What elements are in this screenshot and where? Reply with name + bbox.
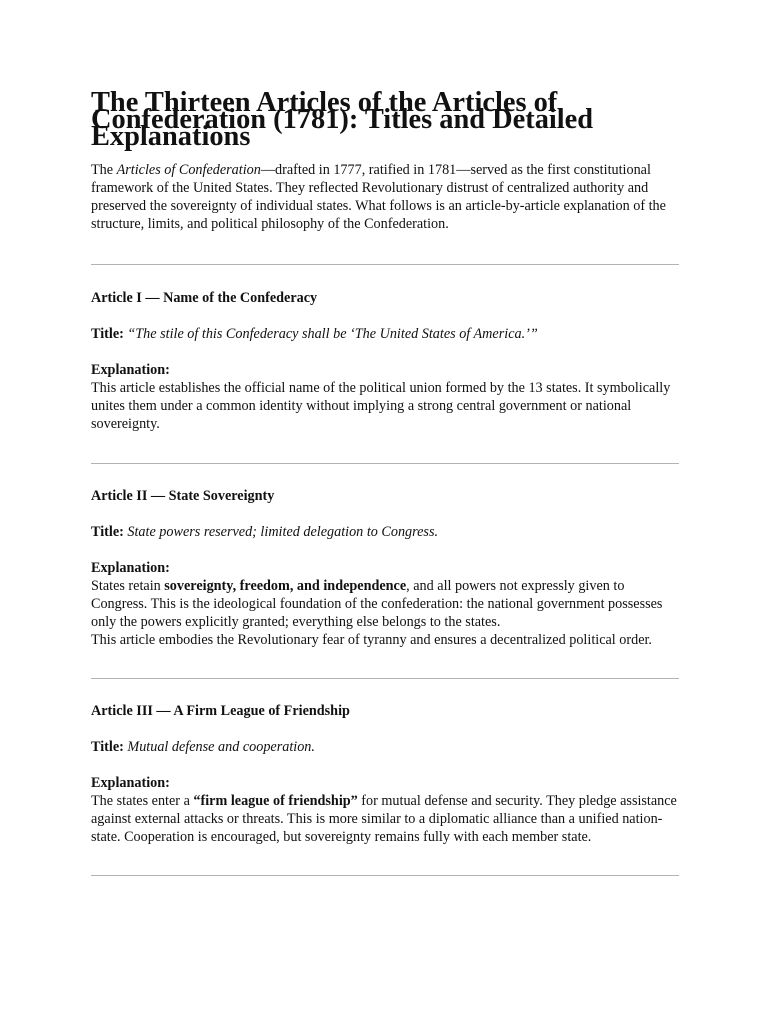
article-3-explanation-end: for mutual defense and security. They pledge assistance against external attacks or threats. This is more similar to a diplomatic alliance than a unified nation-state. Cooperation is encouraged, but sovereignty remains fully with each member state. <box>91 793 677 845</box>
article-2-explanation <box>91 577 679 631</box>
document-page <box>91 87 679 876</box>
article-3-explanation-start: The states enter a <box>91 793 194 809</box>
intro-prefix: The <box>91 162 117 178</box>
section-divider <box>91 875 679 876</box>
article-3-explanation <box>91 792 679 846</box>
article-2-heading: Article II — State Sovereignty <box>91 488 275 504</box>
article-3-explanation-label: Explanation: <box>91 775 170 791</box>
article-3-explanation-emphasis: “firm league of friendship” <box>193 793 358 809</box>
article-1-title-text: “The stile of this Confederacy shall be ‘The United States of America.’” <box>127 326 538 342</box>
article-2-title-line <box>91 523 679 541</box>
section-divider <box>91 678 679 679</box>
article-2-explanation-second: This article embodies the Revolutionary fear of tyranny and ensures a decentralized political order. <box>91 632 652 648</box>
article-1-heading: Article I — Name of the Confederacy <box>91 290 318 306</box>
article-3-heading: Article III — A Firm League of Friendship <box>91 703 350 719</box>
intro-text: —drafted in 1777, ratified in 1781—served as the first constitutional framework of the United States. They reflected Revolutionary distrust of centralized authority and preserved the sovereignty of individual states. What follows is an article-by-article explanation of the structure, limits, and political philosophy of the Confederation. <box>91 162 666 232</box>
article-2-explanation-label: Explanation: <box>91 560 170 576</box>
section-divider <box>91 264 679 265</box>
article-3-title-line <box>91 738 679 756</box>
title-label: Title: <box>91 739 124 755</box>
article-3-title-text: Mutual defense and cooperation. <box>127 739 315 755</box>
section-divider <box>91 463 679 464</box>
intro-paragraph <box>91 161 679 233</box>
title-label: Title: <box>91 326 124 342</box>
article-2-title-text: State powers reserved; limited delegation to Congress. <box>127 524 439 540</box>
article-1-title-line <box>91 325 679 343</box>
document-title: The Thirteen Articles of the Articles of Confederation (1781): Titles and Detailed Explanations <box>91 87 594 152</box>
article-1-explanation: This article establishes the official name of the political union formed by the 13 states. It symbolically unites them under a common identity without implying a strong central government or national sovereignty. <box>91 380 671 432</box>
title-label: Title: <box>91 524 124 540</box>
intro-italic-title: Articles of Confederation <box>116 162 261 178</box>
article-2-explanation-end: , and all powers not expressly given to Congress. This is the ideological foundation of the confederation: the national government possesses only the powers explicitly granted; everything else belongs to the states. <box>91 578 663 630</box>
article-2-explanation-start: States retain <box>91 578 165 594</box>
article-1-explanation-label: Explanation: <box>91 362 170 378</box>
article-2-explanation-emphasis: sovereignty, freedom, and independence <box>164 578 407 594</box>
